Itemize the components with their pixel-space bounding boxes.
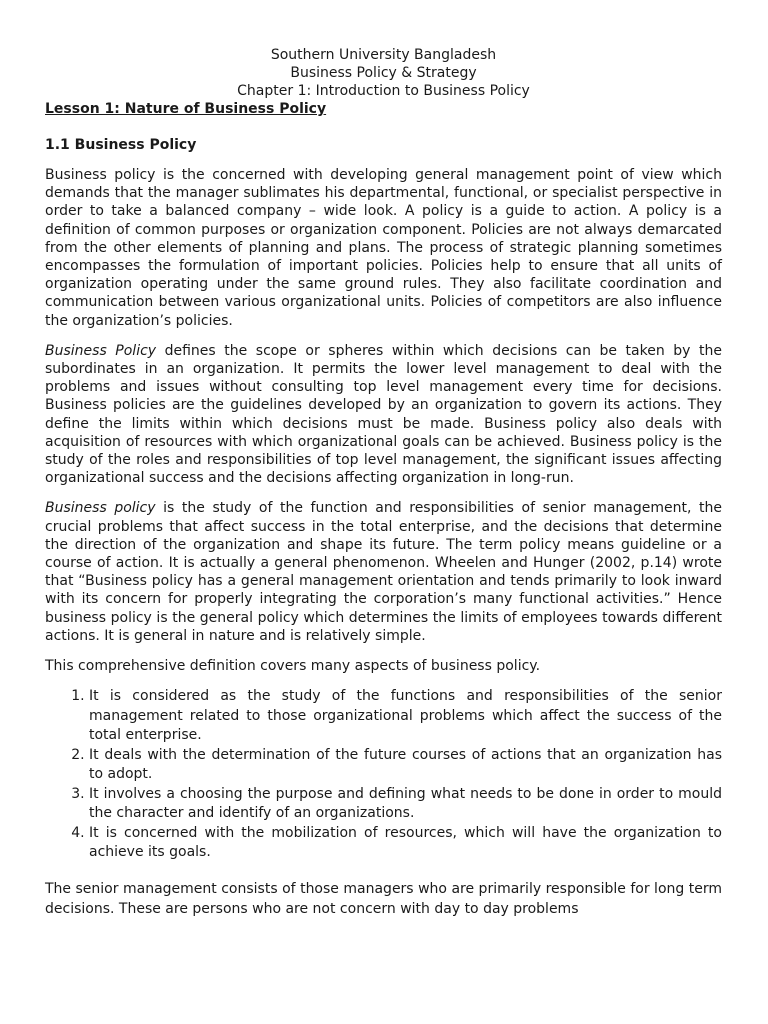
document-header — [45, 46, 722, 100]
paragraph-1: Business policy is the concerned with developing general management point of view which demands that the manager sublimates his departmental, functional, or specialist perspective in order to take a balanced company – wide look. A policy is a guide to action. A policy is a definition of common purposes or organization component. Policies are not always demarcated from the other elements of planning and plans. The process of strategic planning sometimes encompasses the formulation of important policies. Policies help to ensure that all units of organization operating under the same ground rules. They also facilitate coordination and communication between various organizational units. Policies of competitors are also influence the organization’s policies. — [45, 167, 722, 329]
paragraph-2-text: defines the scope or spheres within which decisions can be taken by the subordinates in an organization. It permits the lower level management to deal with the problems and issues without consulting top level management every time for decisions. Business policies are the guidelines developed by an organization to govern its actions. They define the limits within which decisions must be made. Business policy also deals with acquisition of resources with which organizational goals can be achieved. Business policy is the study of the roles and responsibilities of top level management, the significant issues affecting organizational success and the decisions affecting organization in long-run. — [45, 342, 722, 487]
paragraph-4: This comprehensive definition covers many aspects of business policy. — [45, 658, 541, 675]
aspects-list — [45, 687, 722, 863]
list-item: 3. It involves a choosing the purpose and defining what needs to be done in order to mould the character and identify of an organizations. — [89, 785, 722, 824]
chapter-title: Chapter 1: Introduction to Business Policy — [237, 83, 530, 99]
university-name: Southern University Bangladesh — [270, 47, 497, 63]
paragraph-3-text: is the study of the function and responsibilities of senior management, the crucial problems that affect success in the total enterprise, and the decisions that determine the direction of the organization and shape its future. The term policy means guideline or a course of action. It is actually a general phenomenon. Wheelen and Hunger (2002, p.14) wrote that “Business policy has a general management orientation and tends primarily to look inward with its concern for properly integrating the corporation’s many functional activities.” Hence business policy is the general policy which determines the limits of employees towards different actions. It is general in nature and is relatively simple. — [45, 500, 722, 644]
paragraph-2-lead: Business Policy — [45, 342, 157, 359]
paragraph-3-lead: Business policy — [45, 500, 156, 517]
course-title: Business Policy & Strategy — [290, 65, 477, 81]
paragraph-5: The senior management consists of those managers who are primarily responsible for long term decisions. These are persons who are not concern with day to day problems — [45, 880, 722, 917]
paragraph-3 — [45, 499, 722, 645]
list-item: 4. It is concerned with the mobilization of resources, which will have the organization to achieve its goals. — [89, 824, 722, 863]
lesson-title: Lesson 1: Nature of Business Policy — [45, 101, 327, 117]
list-item: 2. It deals with the determination of the future courses of actions that an organization has to adopt. — [89, 746, 722, 785]
list-item: 1. It is considered as the study of the functions and responsibilities of the senior management related to those organizational problems which affect the success of the total enterprise. — [89, 687, 722, 746]
section-heading: 1.1 Business Policy — [45, 137, 197, 153]
paragraph-2 — [45, 342, 722, 488]
